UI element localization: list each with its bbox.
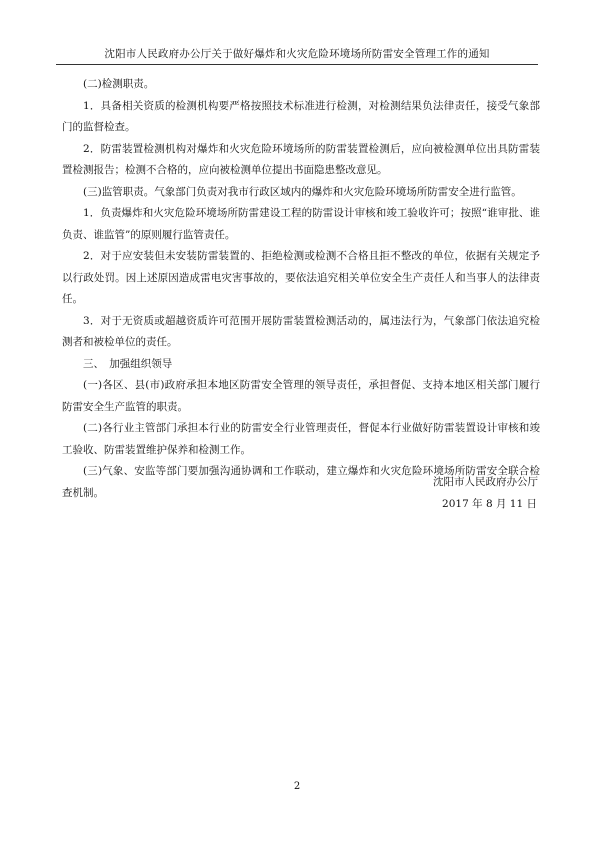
paragraph: (二)各行业主管部门承担本行业的防雷安全行业管理责任，督促本行业做好防雷装置设计审核和竣工验收、防雷装置维护保养和检测工作。	[62, 422, 540, 456]
page-number: 2	[293, 781, 301, 792]
paragraph: (一)各区、县(市)政府承担本地区防雷安全管理的领导责任，承担督促、支持本地区相关部门履行防雷安全生产监管的职责。	[62, 379, 540, 413]
paragraph: (三)气象、安监等部门要加强沟通协调和工作联动，建立爆炸和火灾危险环境场所防雷安全联合检查机制。	[62, 465, 540, 499]
paragraph: 1．具备相关资质的检测机构要严格按照技术标准进行检测，对检测结果负法律责任，接受气象部门的监督检查。	[62, 99, 540, 133]
signature-organization: 沈阳市人民政府办公厅	[433, 476, 538, 488]
paragraph: (三)监管职责。气象部门负责对我市行政区域内的爆炸和火灾危险环境场所防雷安全进行监管。	[83, 185, 522, 198]
paragraph: (二)检测职责。	[83, 78, 155, 90]
paragraph: 2．对于应安装但未安装防雷装置的、拒绝检测或检测不合格且拒不整改的单位，依据有关规定予以行政处罚。因上述原因造成雷电灾害事故的，要依法追究相关单位安全生产责任人和当事人的法律责任。	[62, 250, 540, 305]
paragraph: 2．防雷装置检测机构对爆炸和火灾危险环境场所的防雷装置检测后，应向被检测单位出具防雷装置检测报告；检测不合格的，应向被检测单位提出书面隐患整改意见。	[62, 142, 540, 176]
document-body	[62, 74, 540, 504]
signature-date: 2017 年 8 月 11 日	[442, 498, 537, 510]
header-divider	[56, 64, 538, 65]
paragraph: 1．负责爆炸和火灾危险环境场所防雷建设工程的防雷设计审核和竣工验收许可；按照“谁审批、谁负责、谁监管”的原则履行监管责任。	[62, 207, 540, 241]
document-header: 沈阳市人民政府办公厅关于做好爆炸和火灾危险环境场所防雷安全管理工作的通知	[104, 48, 490, 60]
section-heading: 三、 加强组织领导	[83, 357, 173, 370]
paragraph: 3．对于无资质或超越资质许可范围开展防雷装置检测活动的，属违法行为，气象部门依法追究检测者和被检单位的责任。	[62, 314, 540, 348]
